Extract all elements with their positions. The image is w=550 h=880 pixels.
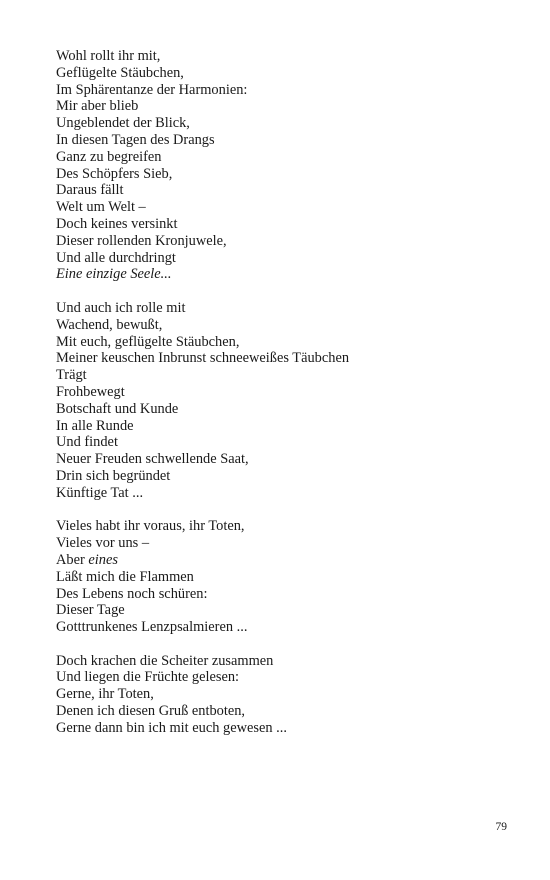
- poem-line-text: Aber: [56, 551, 89, 568]
- poem-line: Gerne dann bin ich mit euch gewesen ...: [56, 719, 287, 736]
- poem-line: Mit euch, geflügelte Stäubchen,: [56, 333, 240, 350]
- poem-line-emphasis: eines: [88, 551, 118, 568]
- poem-line: In diesen Tagen des Drangs: [56, 131, 215, 148]
- poem-line: Eine einzige Seele...: [56, 266, 172, 283]
- poem-line: Daraus fällt: [56, 182, 124, 199]
- poem-line: Ungeblendet der Blick,: [56, 115, 190, 132]
- poem-line: Geflügelte Stäubchen,: [56, 64, 184, 81]
- poem-line: Denen ich diesen Gruß entboten,: [56, 703, 246, 720]
- poem-line: Im Sphärentanze der Harmonien:: [56, 81, 248, 98]
- poem-line: Drin sich begründet: [56, 467, 171, 484]
- poem-line: Meiner keuschen Inbrunst schneeweißes Täubchen: [56, 350, 350, 367]
- poem-line: Wohl rollt ihr mit,: [56, 48, 161, 64]
- poem-line: Dieser Tage: [56, 602, 125, 619]
- page-number: 79: [495, 821, 507, 833]
- poem-line: Botschaft und Kunde: [56, 400, 179, 417]
- poem-line: Gerne, ihr Toten,: [56, 686, 154, 703]
- poem-line: [56, 552, 516, 569]
- stanza: [56, 518, 516, 636]
- stanza: [56, 300, 516, 502]
- poem-line: Mir aber blieb: [56, 98, 139, 115]
- stanza: [56, 653, 516, 737]
- poem-line: Dieser rollenden Kronjuwele,: [56, 232, 227, 249]
- poem-line: Gotttrunkenes Lenzpsalmieren ...: [56, 619, 248, 636]
- poem-line: Läßt mich die Flammen: [56, 568, 194, 585]
- poem-line: Neuer Freuden schwellende Saat,: [56, 451, 249, 468]
- poem-line: Des Schöpfers Sieb,: [56, 165, 173, 182]
- poem-line: Wachend, bewußt,: [56, 316, 163, 333]
- poem-line: Frohbewegt: [56, 383, 125, 400]
- poem-line: Welt um Welt –: [56, 199, 146, 216]
- poem-line: Und findet: [56, 434, 118, 451]
- poem-line: Und liegen die Früchte gelesen:: [56, 669, 240, 686]
- poem-line: Und alle durchdringt: [56, 249, 176, 266]
- poem-line: Des Lebens noch schüren:: [56, 585, 208, 602]
- poem-line: Künftige Tat ...: [56, 484, 144, 501]
- poem-line: Ganz zu begreifen: [56, 148, 162, 165]
- poem-line: Doch krachen die Scheiter zusammen: [56, 652, 274, 669]
- poem-line: Doch keines versinkt: [56, 215, 178, 232]
- poem-line: Vieles vor uns –: [56, 535, 150, 552]
- poem-line: Vieles habt ihr voraus, ihr Toten,: [56, 518, 245, 535]
- poem-line: Und auch ich rolle mit: [56, 299, 186, 316]
- poem-body: [56, 48, 516, 753]
- poem-line: In alle Runde: [56, 417, 134, 434]
- stanza: [56, 48, 516, 283]
- poem-line: Trägt: [56, 367, 87, 384]
